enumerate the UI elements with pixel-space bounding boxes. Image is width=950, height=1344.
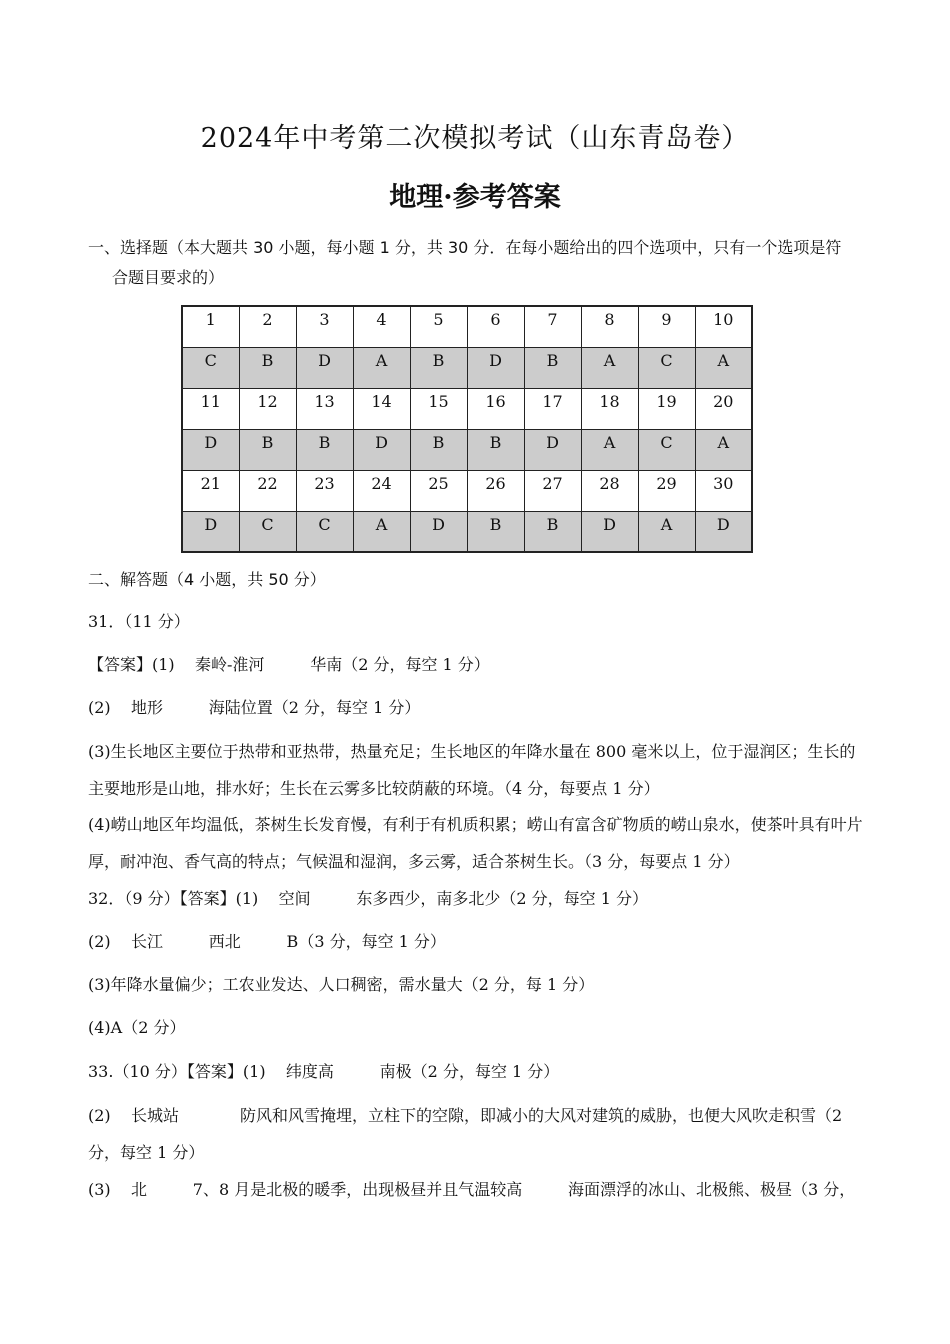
question-number-cell: 12 xyxy=(239,388,296,429)
answer-cell: B xyxy=(467,429,524,470)
section-1-line-2: 合题目要求的） xyxy=(112,268,225,287)
q33-answer-1: 33.（10 分）【答案】(1) 纬度高 南极（2 分，每空 1 分） xyxy=(88,1062,560,1081)
q31-answer-4: (4)崂山地区年均温低，茶树生长发育慢，有利于有机质积累；崂山有富含矿物质的崂山泉水，使茶叶具有叶片厚，耐冲泡、香气高的特点；气候温和湿润，多云雾，适合茶树生长。（3 分，每要点 1 分） xyxy=(88,815,863,871)
answer-cell: C xyxy=(638,347,695,388)
answer-cell: B xyxy=(467,511,524,552)
answer-cell: C xyxy=(638,429,695,470)
question-number-cell: 27 xyxy=(524,470,581,511)
question-number-cell: 23 xyxy=(296,470,353,511)
answer-cell: D xyxy=(581,511,638,552)
section-1-heading xyxy=(88,233,868,293)
answer-cell: A xyxy=(581,347,638,388)
q32-answer-3: (3)年降水量偏少；工农业发达、人口稠密，需水量大（2 分，每 1 分） xyxy=(88,975,595,994)
answer-row xyxy=(182,511,752,552)
question-number-cell: 25 xyxy=(410,470,467,511)
answer-cell: C xyxy=(239,511,296,552)
question-number-cell: 28 xyxy=(581,470,638,511)
question-number-cell: 14 xyxy=(353,388,410,429)
question-number-row xyxy=(182,470,752,511)
section-1-line-1: 一、选择题（本大题共 30 小题，每小题 1 分，共 30 分．在每小题给出的四个选项中，只有一个选项是符 xyxy=(88,238,842,257)
answer-cell: C xyxy=(296,511,353,552)
question-number-cell: 24 xyxy=(353,470,410,511)
question-number-cell: 5 xyxy=(410,306,467,347)
question-number-cell: 20 xyxy=(695,388,752,429)
answer-cell: B xyxy=(410,429,467,470)
question-number-row xyxy=(182,388,752,429)
q33-answer-3: (3) 北 7、8 月是北极的暖季，出现极昼并且气温较高 海面漂浮的冰山、北极熊、极昼（3 分， xyxy=(88,1180,856,1199)
answer-row xyxy=(182,429,752,470)
answer-cell: B xyxy=(524,347,581,388)
question-number-row xyxy=(182,306,752,347)
question-number-cell: 6 xyxy=(467,306,524,347)
answer-cell: B xyxy=(239,347,296,388)
q31-answer-2: (2) 地形 海陆位置（2 分，每空 1 分） xyxy=(88,698,421,717)
question-number-cell: 7 xyxy=(524,306,581,347)
question-number-cell: 26 xyxy=(467,470,524,511)
answer-cell: A xyxy=(353,511,410,552)
q32-answer-1: 32．（9 分）【答案】(1) 空间 东多西少，南多北少（2 分，每空 1 分） xyxy=(88,889,649,908)
answer-cell: C xyxy=(182,347,239,388)
question-number-cell: 13 xyxy=(296,388,353,429)
question-number-cell: 19 xyxy=(638,388,695,429)
page-title: 2024年中考第二次模拟考试（山东青岛卷） xyxy=(200,123,750,154)
answer-cell: D xyxy=(467,347,524,388)
q32-answer-2: (2) 长江 西北 B（3 分，每空 1 分） xyxy=(88,932,446,951)
question-number-cell: 21 xyxy=(182,470,239,511)
answer-cell: A xyxy=(695,347,752,388)
answer-cell: D xyxy=(410,511,467,552)
q32-answer-4: (4)A（2 分） xyxy=(88,1018,186,1037)
question-number-cell: 1 xyxy=(182,306,239,347)
answer-cell: A xyxy=(353,347,410,388)
q33-answer-2: (2) 长城站 防风和风雪掩埋，立柱下的空隙，即减小的大风对建筑的威胁，也便大风吹走积雪（2 分，每空 1 分） xyxy=(88,1106,848,1162)
question-number-cell: 2 xyxy=(239,306,296,347)
section-2-heading: 二、解答题（4 小题，共 50 分） xyxy=(88,570,326,589)
answer-cell: D xyxy=(182,511,239,552)
question-number-cell: 4 xyxy=(353,306,410,347)
question-number-cell: 15 xyxy=(410,388,467,429)
answer-cell: D xyxy=(296,347,353,388)
answer-cell: A xyxy=(638,511,695,552)
question-number-cell: 9 xyxy=(638,306,695,347)
answer-cell: B xyxy=(239,429,296,470)
question-number-cell: 3 xyxy=(296,306,353,347)
answer-cell: D xyxy=(182,429,239,470)
question-number-cell: 30 xyxy=(695,470,752,511)
answer-table xyxy=(181,305,753,553)
q31-answer-1: 【答案】(1) 秦岭-淮河 华南（2 分，每空 1 分） xyxy=(88,655,490,674)
question-number-cell: 10 xyxy=(695,306,752,347)
answer-cell: D xyxy=(695,511,752,552)
q31-heading: 31．（11 分） xyxy=(88,612,190,631)
question-number-cell: 22 xyxy=(239,470,296,511)
answer-cell: D xyxy=(353,429,410,470)
q31-answer-3: (3)生长地区主要位于热带和亚热带，热量充足；生长地区的年降水量在 800 毫米以上，位于湿润区；生长的主要地形是山地，排水好；生长在云雾多比较荫蔽的环境。（4 分，每要点 1 分） xyxy=(88,742,856,798)
answer-cell: B xyxy=(524,511,581,552)
question-number-cell: 17 xyxy=(524,388,581,429)
answer-cell: A xyxy=(695,429,752,470)
answer-cell: A xyxy=(581,429,638,470)
page-subtitle: 地理·参考答案 xyxy=(389,182,561,213)
answer-row xyxy=(182,347,752,388)
question-number-cell: 29 xyxy=(638,470,695,511)
answer-cell: B xyxy=(410,347,467,388)
question-number-cell: 16 xyxy=(467,388,524,429)
answer-cell: D xyxy=(524,429,581,470)
question-number-cell: 11 xyxy=(182,388,239,429)
question-number-cell: 8 xyxy=(581,306,638,347)
answer-cell: B xyxy=(296,429,353,470)
question-number-cell: 18 xyxy=(581,388,638,429)
